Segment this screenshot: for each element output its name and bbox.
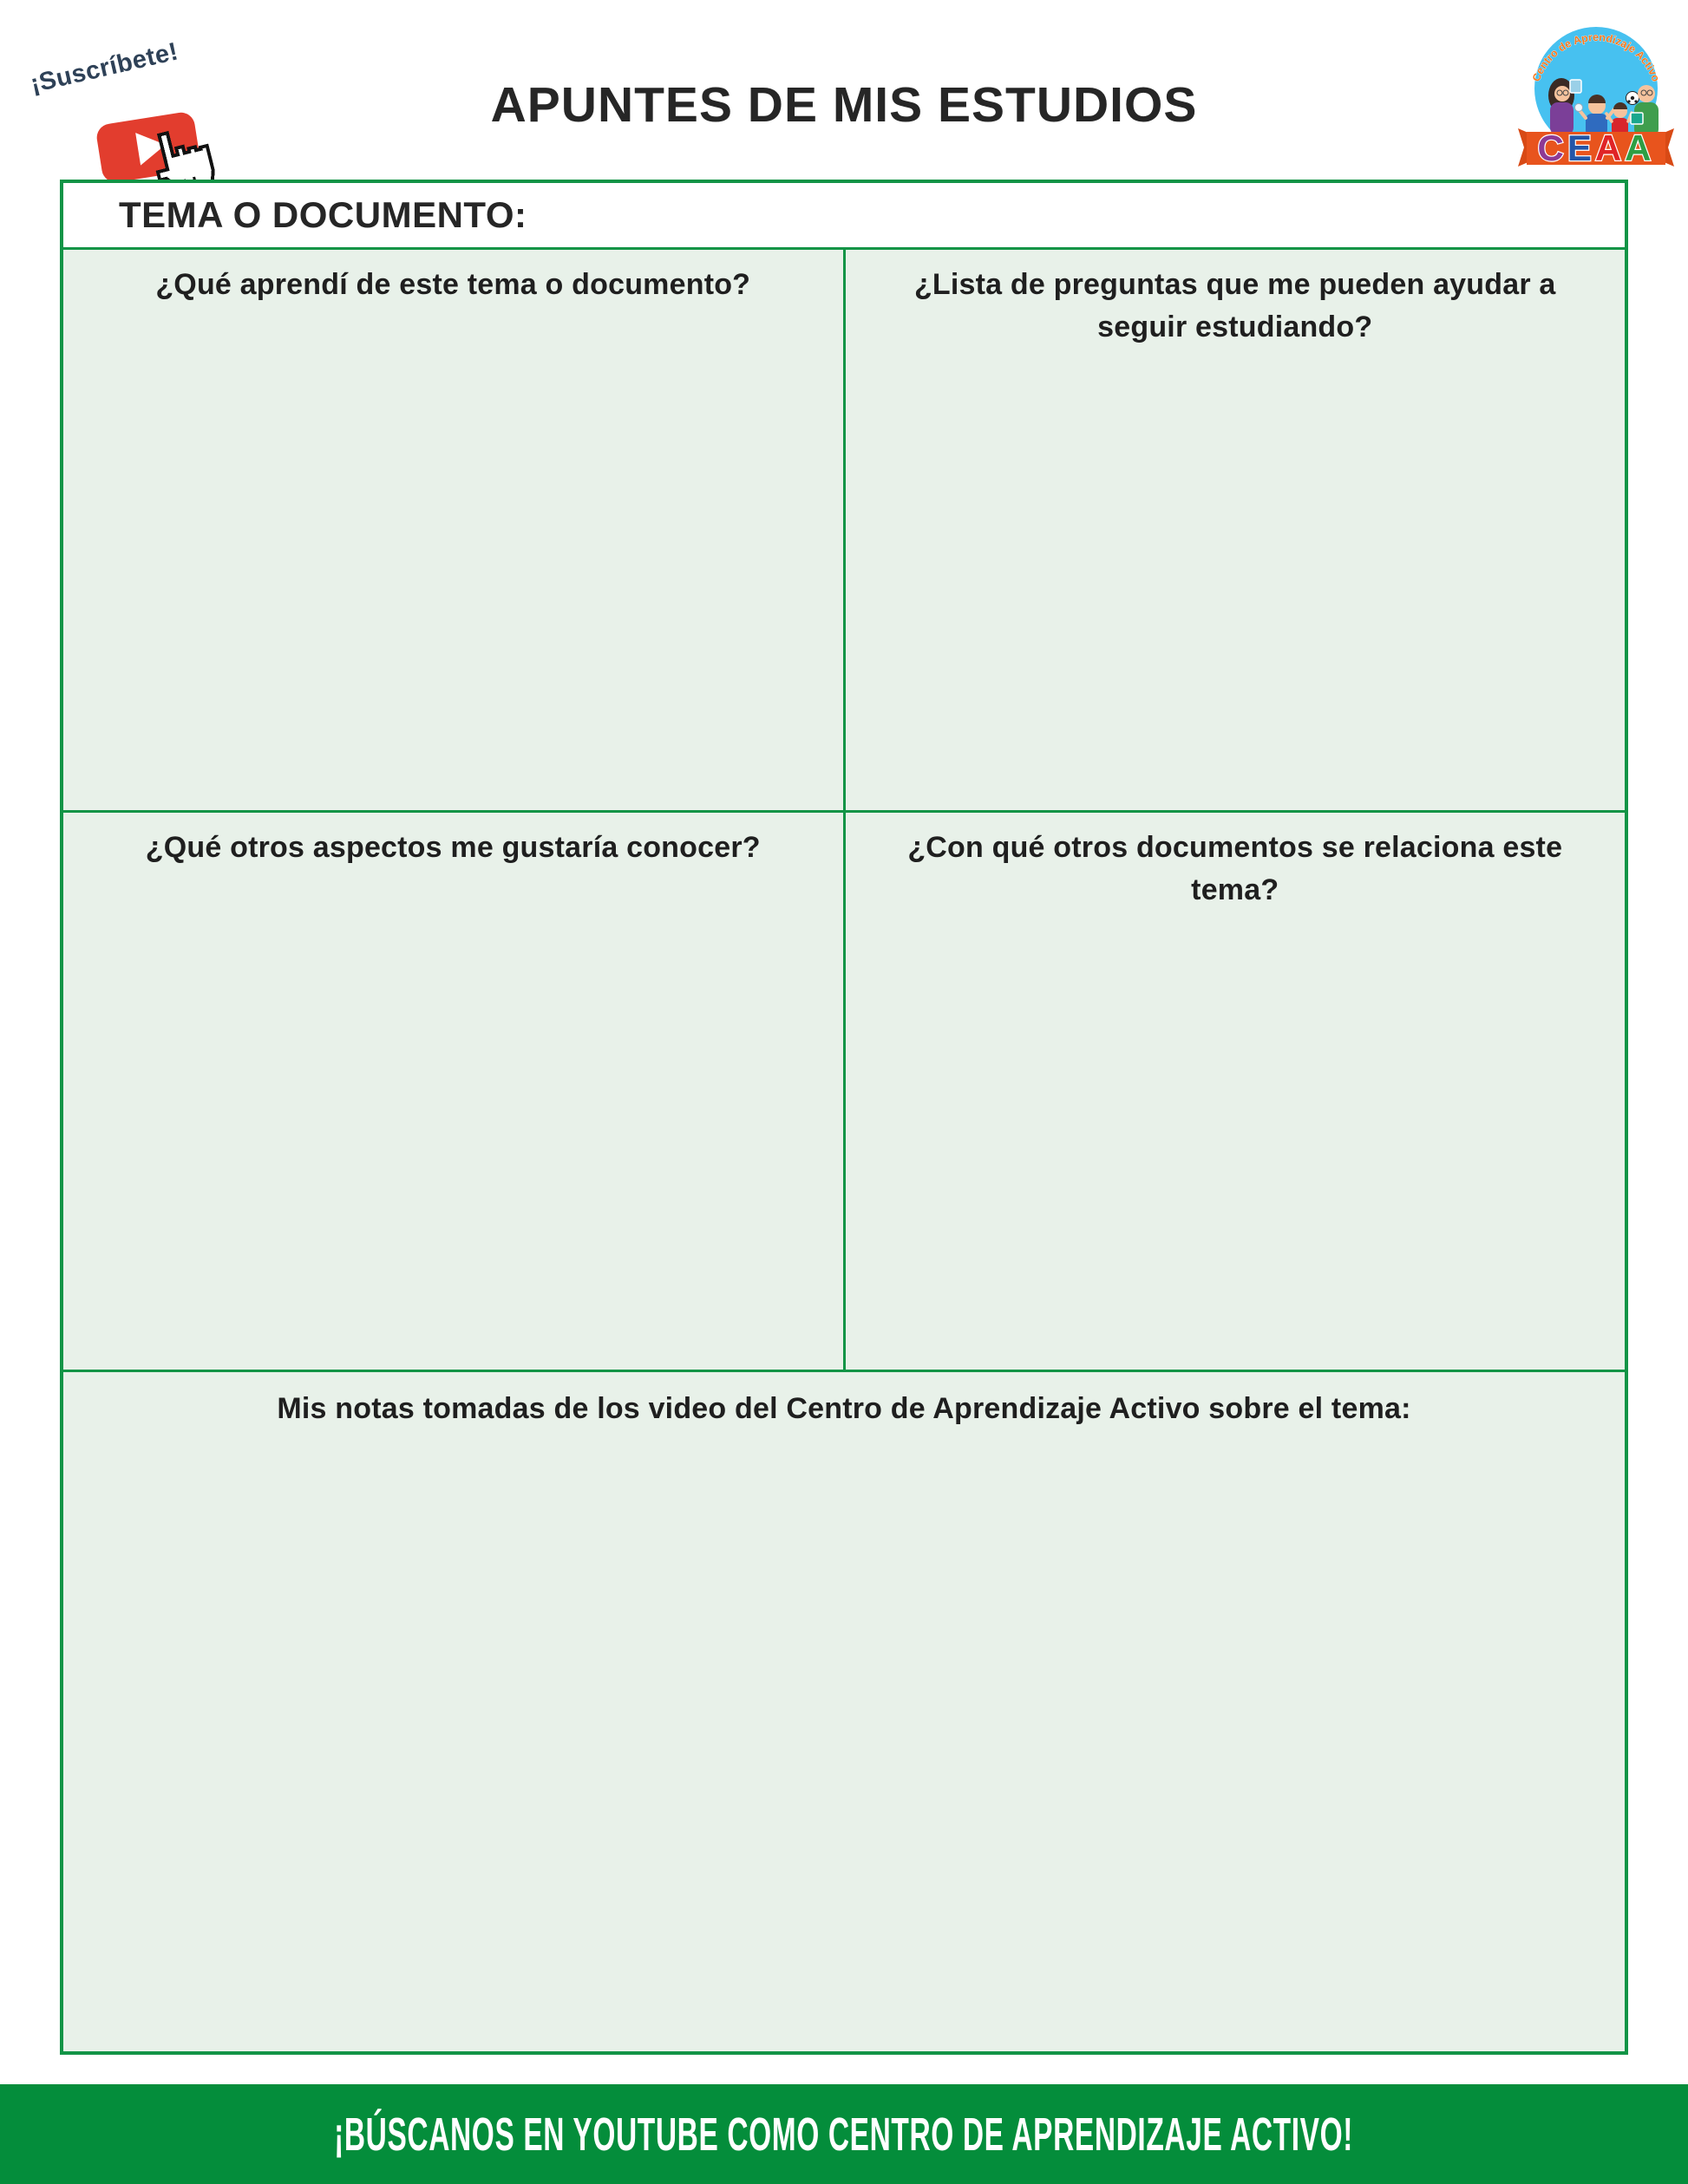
footer-banner-text: ¡BÚSCANOS EN YOUTUBE COMO CENTRO DE APRENDIZAJE ACTIVO!: [334, 2108, 1354, 2161]
notes-label: Mis notas tomadas de los video del Centro de Aprendizaje Activo sobre el tema:: [277, 1392, 1411, 1425]
cell-questions-to-keep-studying: [846, 250, 1626, 810]
cell-what-i-learned: [63, 250, 843, 810]
page-title: APUNTES DE MIS ESTUDIOS: [490, 77, 1198, 133]
ceaa-logo: [1516, 16, 1676, 168]
topic-header-cell: [63, 183, 1625, 247]
study-notes-table: [60, 180, 1628, 2055]
subscribe-label: ¡Suscríbete!: [28, 37, 181, 99]
question-related-documents: ¿Con qué otros documentos se relaciona este tema?: [907, 831, 1563, 907]
footer-banner: [0, 2084, 1688, 2184]
question-what-i-learned: ¿Qué aprendí de este tema o documento?: [155, 268, 751, 301]
cell-related-documents: [846, 813, 1626, 1370]
cell-other-aspects: [63, 813, 843, 1370]
cell-video-notes: [63, 1372, 1625, 2051]
topic-label: TEMA O DOCUMENTO:: [119, 194, 527, 235]
question-other-aspects: ¿Qué otros aspectos me gustaría conocer?: [145, 831, 761, 864]
question-questions-to-keep-studying: ¿Lista de preguntas que me pueden ayudar a seguir estudiando?: [913, 268, 1556, 344]
logo-arc-text: Centro de Aprendizaje Activo: [1529, 30, 1663, 83]
logo-acronym: CEAA: [1537, 128, 1655, 168]
